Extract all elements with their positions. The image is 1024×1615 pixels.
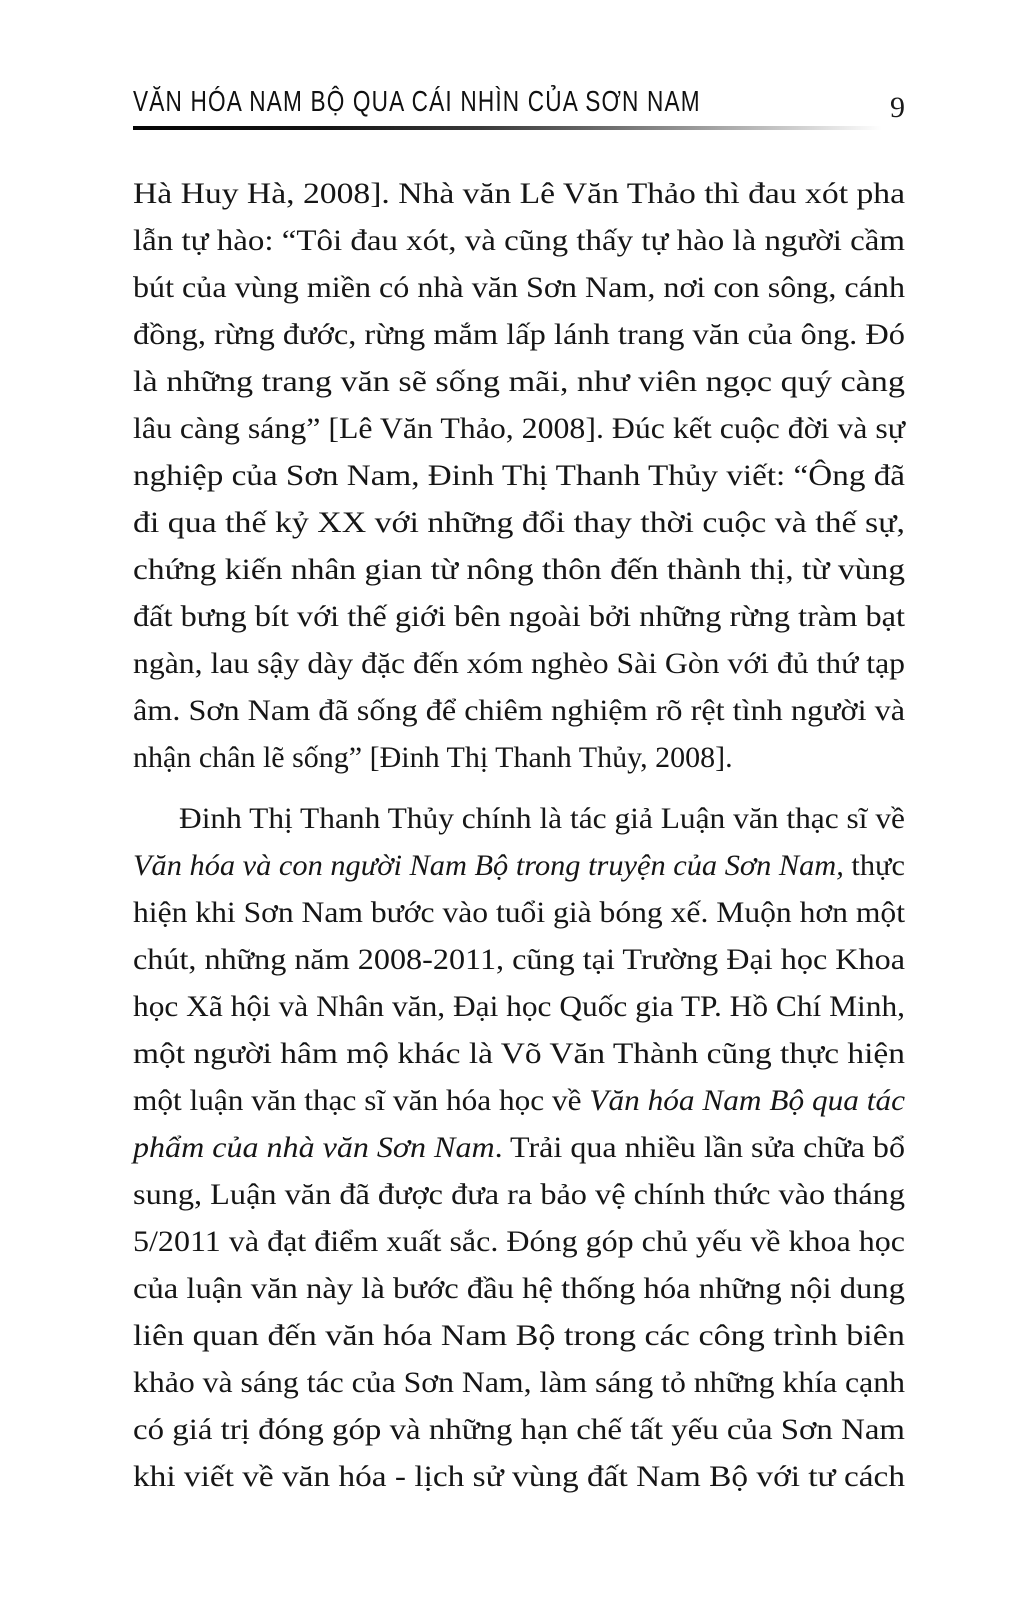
text-line-content <box>133 983 905 1030</box>
paragraph <box>133 795 905 1500</box>
text-line <box>133 1171 905 1218</box>
text-segment: là những trang văn sẽ sống mãi, như viên ngọc quý càng <box>133 365 905 398</box>
text-line <box>133 499 905 546</box>
text-line-content <box>133 842 905 889</box>
text-segment: học Xã hội và Nhân văn, Đại học Quốc gia TP. Hồ Chí Minh, <box>133 990 905 1023</box>
text-segment: chứng kiến nhân gian từ nông thôn đến thành thị, từ vùng <box>133 553 905 586</box>
text-line <box>133 264 905 311</box>
text-line <box>133 405 905 452</box>
text-line-content <box>179 795 905 842</box>
text-line-content <box>133 1453 905 1500</box>
text-line <box>133 1265 905 1312</box>
text-line-content <box>133 1171 905 1218</box>
text-line-content <box>133 640 905 687</box>
page-number: 9 <box>890 91 905 124</box>
text-line-content <box>133 593 905 640</box>
text-segment: thực <box>843 849 905 882</box>
text-segment: một người hâm mộ khác là Võ Văn Thành cũng thực hiện <box>133 1037 905 1070</box>
text-line <box>133 1030 905 1077</box>
text-line-content <box>133 889 905 936</box>
text-line-content <box>133 217 905 264</box>
text-segment: đi qua thế kỷ XX với những đổi thay thời cuộc và thế sự, <box>133 506 905 539</box>
text-segment: nhận chân lẽ sống” [Đinh Thị Thanh Thủy, 2008]. <box>133 741 733 774</box>
text-segment: có giá trị đóng góp và những hạn chế tất yếu của Sơn Nam <box>133 1413 905 1446</box>
text-segment: âm. Sơn Nam đã sống để chiêm nghiệm rõ rệt tình người và <box>133 694 905 727</box>
text-line <box>133 1077 905 1124</box>
text-segment: 5/2011 và đạt điểm xuất sắc. Đóng góp chủ yếu về khoa học <box>133 1225 905 1258</box>
text-segment: sung, Luận văn đã được đưa ra bảo vệ chính thức vào tháng <box>133 1178 905 1211</box>
text-line <box>133 1218 905 1265</box>
italic-text-segment: Văn hóa Nam Bộ qua tác <box>589 1084 905 1117</box>
text-line <box>133 311 905 358</box>
text-segment: bút của vùng miền có nhà văn Sơn Nam, nơi con sông, cánh <box>133 271 905 304</box>
text-line <box>133 358 905 405</box>
text-segment: của luận văn này là bước đầu hệ thống hóa những nội dung <box>133 1272 905 1305</box>
text-segment: đồng, rừng đước, rừng mắm lấp lánh trang văn của ông. Đó <box>133 318 906 351</box>
text-line-content <box>133 1077 905 1124</box>
text-segment: khảo và sáng tác của Sơn Nam, làm sáng tỏ những khía cạnh <box>133 1366 905 1399</box>
text-line-content <box>133 1359 905 1406</box>
text-line <box>133 1453 905 1500</box>
text-segment: lâu càng sáng” [Lê Văn Thảo, 2008]. Đúc kết cuộc đời và sự <box>133 412 905 445</box>
text-line <box>133 452 905 499</box>
italic-text-segment: phẩm của nhà văn Sơn Nam <box>133 1131 495 1164</box>
running-header <box>133 86 905 124</box>
text-segment: hiện khi Sơn Nam bước vào tuổi già bóng xế. Muộn hơn một <box>133 896 905 929</box>
text-line-content <box>133 1218 905 1265</box>
text-segment: đất bưng bít với thế giới bên ngoài bởi những rừng tràm bạt <box>133 600 905 633</box>
text-line <box>133 842 905 889</box>
text-line-content <box>133 358 905 405</box>
text-line <box>133 1359 905 1406</box>
text-line <box>133 889 905 936</box>
text-line <box>133 795 905 842</box>
text-line-content <box>133 687 905 734</box>
text-line <box>133 546 905 593</box>
text-line <box>133 593 905 640</box>
header-rule-divider <box>133 126 905 130</box>
text-line-content <box>133 264 905 311</box>
text-line <box>133 640 905 687</box>
text-line-content <box>133 170 905 217</box>
text-line <box>133 1406 905 1453</box>
text-line-content <box>133 1124 905 1171</box>
text-segment: Hà Huy Hà, 2008]. Nhà văn Lê Văn Thảo thì đau xót pha <box>133 177 905 210</box>
text-line-content <box>133 405 905 452</box>
running-header-title: VĂN HÓA NAM BỘ QUA CÁI NHÌN CỦA SƠN NAM <box>133 86 701 118</box>
text-line <box>133 1312 905 1359</box>
text-line <box>133 217 905 264</box>
text-segment: . Trải qua nhiều lần sửa chữa bổ <box>494 1131 905 1164</box>
text-segment: liên quan đến văn hóa Nam Bộ trong các công trình biên <box>133 1319 905 1352</box>
text-segment: chút, những năm 2008-2011, cũng tại Trường Đại học Khoa <box>133 943 905 976</box>
text-line <box>133 170 905 217</box>
text-segment: ngàn, lau sậy dày đặc đến xóm nghèo Sài Gòn với đủ thứ tạp <box>133 647 905 680</box>
text-line-content <box>133 1265 905 1312</box>
text-line-content <box>133 1312 905 1359</box>
text-line-content <box>133 936 905 983</box>
paragraph <box>133 170 905 781</box>
text-line-content <box>133 1030 905 1077</box>
text-line-content <box>133 1406 905 1453</box>
text-segment: Đinh Thị Thanh Thủy chính là tác giả Luận văn thạc sĩ về <box>179 802 905 835</box>
text-segment: lẫn tự hào: “Tôi đau xót, và cũng thấy tự hào là người cầm <box>133 224 905 257</box>
text-line <box>133 687 905 734</box>
text-line-content <box>133 452 905 499</box>
text-line-content <box>133 546 905 593</box>
text-line-content <box>133 734 733 781</box>
text-line-content <box>133 311 905 358</box>
text-line-content <box>133 499 905 546</box>
text-segment: khi viết về văn hóa - lịch sử vùng đất Nam Bộ với tư cách <box>133 1460 905 1493</box>
page-body <box>133 170 905 1500</box>
text-line <box>133 734 905 781</box>
text-line <box>133 983 905 1030</box>
italic-text-segment: Văn hóa và con người Nam Bộ trong truyện của Sơn Nam, <box>133 849 844 882</box>
text-segment: một luận văn thạc sĩ văn hóa học về <box>133 1084 590 1117</box>
text-line <box>133 1124 905 1171</box>
text-line <box>133 936 905 983</box>
text-segment: nghiệp của Sơn Nam, Đinh Thị Thanh Thủy viết: “Ông đã <box>133 459 905 492</box>
